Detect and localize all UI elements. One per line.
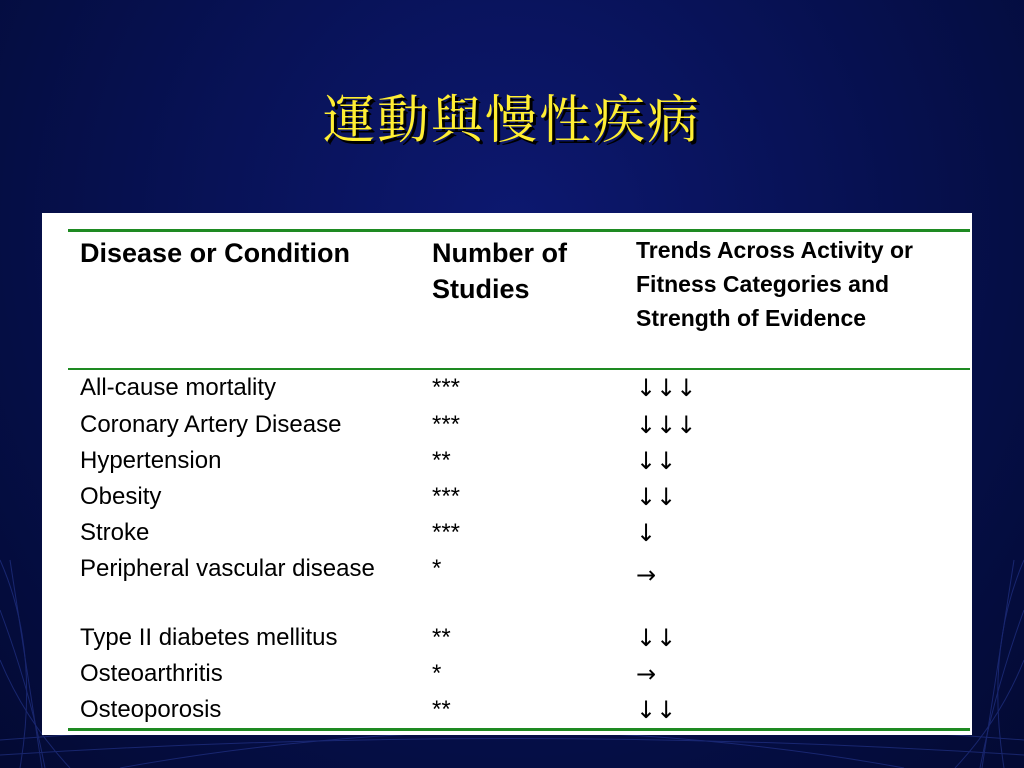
row-trend-arrows: ↓↓↓: [636, 374, 697, 402]
row-studies: *: [432, 660, 442, 687]
row-studies: ***: [432, 519, 461, 546]
row-disease: Obesity: [80, 483, 162, 510]
row-studies: *: [432, 555, 442, 582]
header-trends-and-evidence: Trends Across Activity or Fitness Categories and Strength of Evidence: [636, 237, 913, 331]
row-studies: ***: [432, 411, 461, 438]
header-number-of-studies: Number of Studies: [432, 238, 567, 304]
table-bottom-rule: [68, 728, 970, 731]
row-trend-arrows: ↓↓: [636, 696, 677, 724]
row-disease: All-cause mortality: [80, 374, 277, 401]
row-disease: Coronary Artery Disease: [80, 411, 342, 438]
row-trend-arrows: →: [636, 660, 657, 688]
row-studies: **: [432, 447, 451, 474]
row-trend-arrows: →: [636, 561, 657, 589]
row-studies: **: [432, 696, 451, 723]
row-disease: Peripheral vascular disease: [80, 555, 375, 582]
table-header-rule: [68, 368, 970, 370]
table-top-rule: [68, 229, 970, 232]
row-trend-arrows: ↓↓: [636, 447, 677, 475]
data-table-panel: [42, 213, 972, 735]
row-disease: Stroke: [80, 519, 150, 546]
row-trend-arrows: ↓↓: [636, 624, 677, 652]
row-studies: ***: [432, 374, 461, 401]
row-trend-arrows: ↓↓: [636, 483, 677, 511]
header-disease-or-condition: Disease or Condition: [80, 238, 351, 268]
row-studies: **: [432, 624, 451, 651]
row-trend-arrows: ↓: [636, 519, 657, 547]
row-disease: Type II diabetes mellitus: [80, 624, 338, 651]
row-trend-arrows: ↓↓↓: [636, 411, 697, 439]
row-studies: ***: [432, 483, 461, 510]
slide-title: 運動與慢性疾病: [322, 91, 701, 151]
row-disease: Osteoarthritis: [80, 660, 223, 687]
row-disease: Hypertension: [80, 447, 222, 474]
row-disease: Osteoporosis: [80, 696, 222, 723]
